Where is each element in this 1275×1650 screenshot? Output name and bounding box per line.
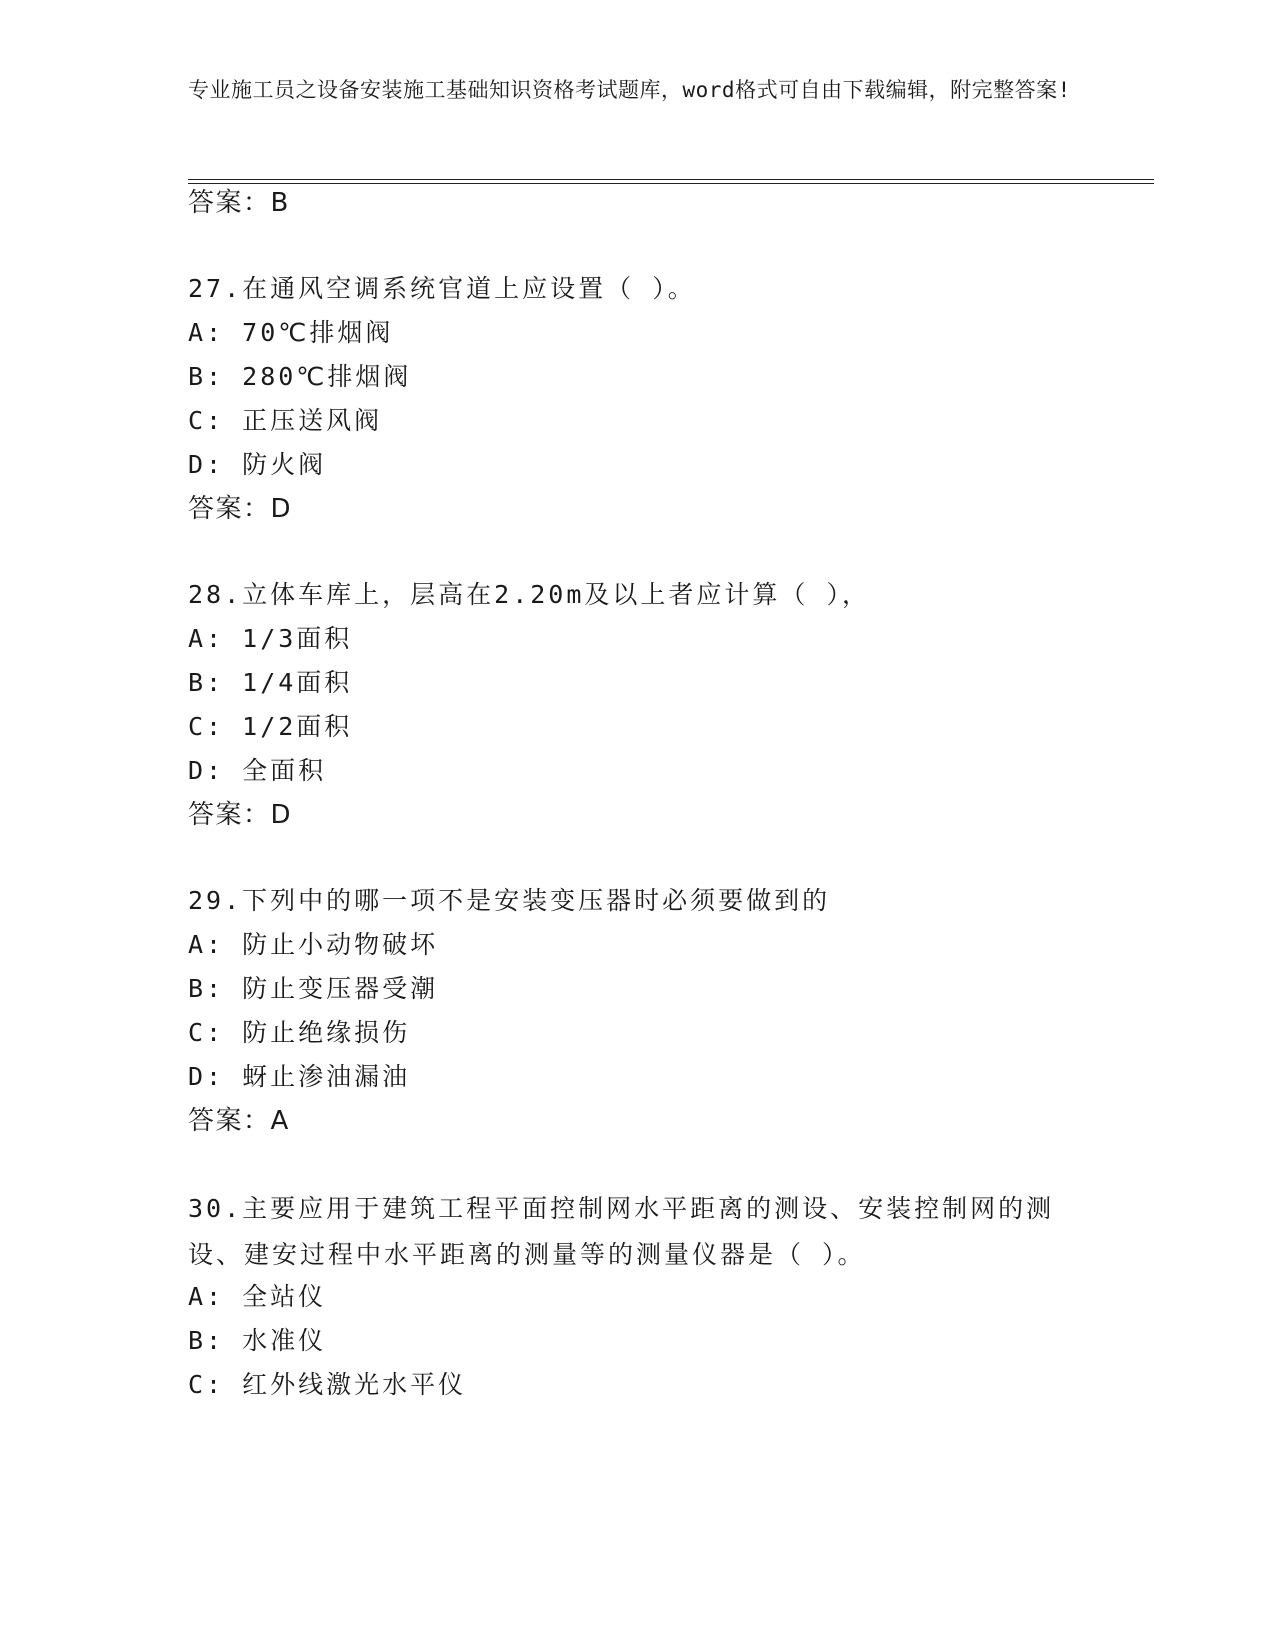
- question-30-option-c: C: 红外线激光水平仪: [188, 1370, 467, 1399]
- question-29-answer: 答案：A: [188, 1106, 290, 1136]
- question-30-option-b: B: 水准仪: [188, 1326, 327, 1355]
- header-divider-bottom: [188, 183, 1154, 184]
- header-divider-top: [188, 179, 1154, 180]
- question-28-answer: 答案：D: [188, 800, 293, 830]
- question-27-option-a: A: 70℃排烟阀: [188, 318, 394, 347]
- question-29-option-c: C: 防止绝缘损伤: [188, 1018, 411, 1047]
- question-29-option-b: B: 防止变压器受潮: [188, 974, 439, 1003]
- question-27-option-d: D: 防火阀: [188, 450, 327, 479]
- question-29-stem: 29.下列中的哪一项不是安装变压器时必须要做到的: [188, 886, 831, 915]
- question-28-option-c: C: 1/2面积: [188, 712, 353, 741]
- question-27-stem: 27.在通风空调系统官道上应设置（ ）。: [188, 274, 696, 303]
- question-28-option-b: B: 1/4面积: [188, 668, 353, 697]
- question-30-option-a: A: 全站仪: [188, 1282, 327, 1311]
- question-27-option-b: B: 280℃排烟阀: [188, 362, 412, 391]
- question-28-stem: 28.立体车库上，层高在2.20m及以上者应计算（ ），: [188, 580, 870, 609]
- question-27-answer: 答案：D: [188, 494, 293, 524]
- question-28-option-d: D: 全面积: [188, 756, 327, 785]
- question-28-option-a: A: 1/3面积: [188, 624, 353, 653]
- question-27-option-c: C: 正压送风阀: [188, 406, 383, 435]
- previous-answer: 答案：B: [188, 188, 290, 218]
- question-29-option-d: D: 蚜止渗油漏油: [188, 1062, 411, 1091]
- document-header: [188, 74, 1088, 106]
- header-title: 专业施工员之设备安装施工基础知识资格考试题库，word格式可自由下载编辑，附完整答案!: [188, 78, 1071, 102]
- question-29-option-a: A: 防止小动物破坏: [188, 930, 439, 959]
- question-30-stem: 30.主要应用于建筑工程平面控制网水平距离的测设、安装控制网的测设、建安过程中水平距离的测量等的测量仪器是（ ）。: [188, 1194, 1055, 1269]
